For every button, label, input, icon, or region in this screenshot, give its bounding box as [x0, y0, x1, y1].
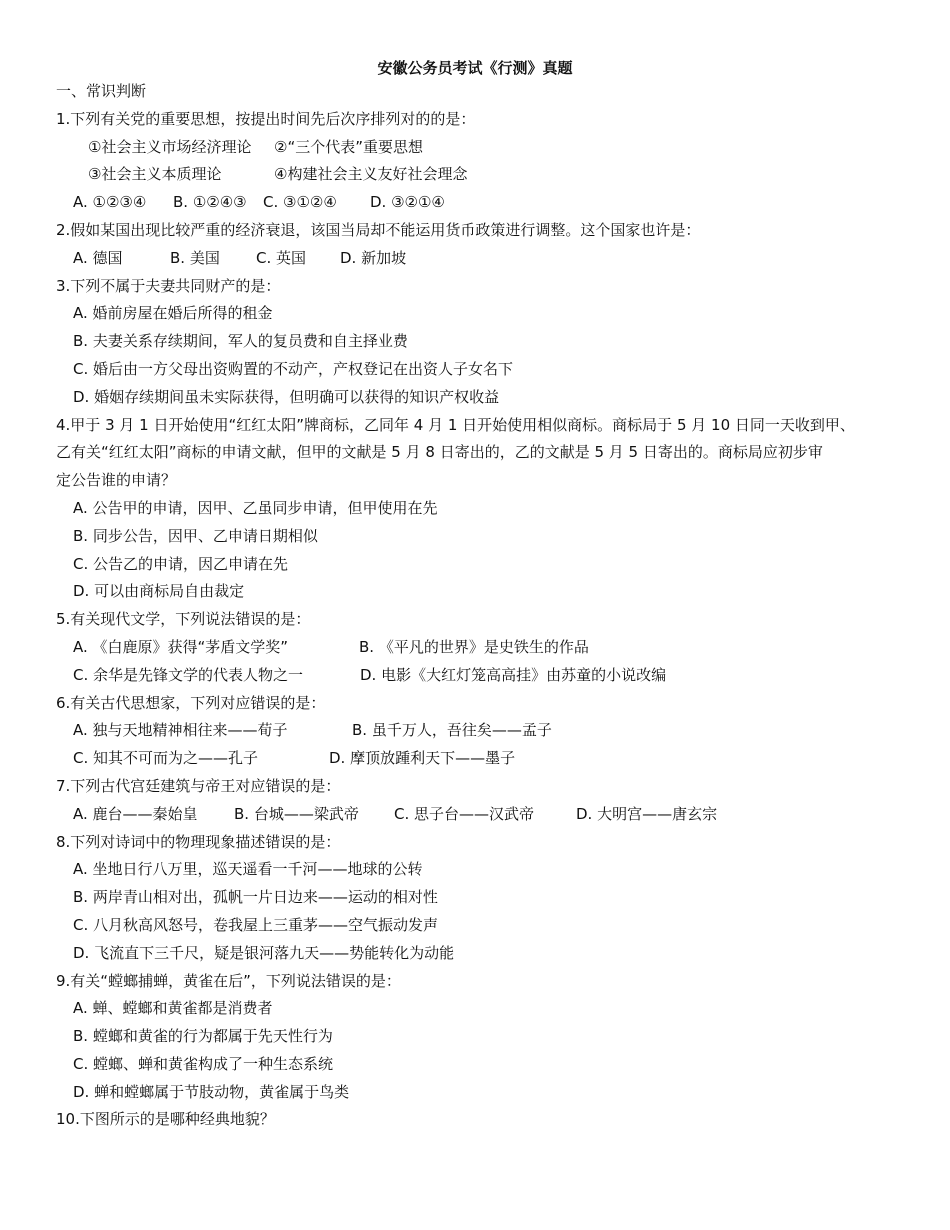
- question-9-option-d: D. 蝉和螳螂属于节肢动物，黄雀属于鸟类: [73, 1082, 350, 1101]
- question-6-options-row-2: [56, 745, 906, 773]
- question-8-option-d: D. 飞流直下三千尺，疑是银河落九天——势能转化为动能: [73, 943, 455, 962]
- question-9-stem: 9.有关“螳螂捕蝉，黄雀在后”，下列说法错误的是：: [56, 971, 401, 990]
- section-heading: 一、常识判断: [56, 82, 147, 100]
- question-1-option-b: B. ①②④③: [173, 193, 247, 212]
- question-6-option-b: B. 虽千万人，吾往矣——孟子: [352, 721, 552, 740]
- question-5-options-row-1: [56, 634, 906, 662]
- question-1-option-c: C. ③①②④: [263, 193, 337, 212]
- question-3-stem: 3.下列不属于夫妻共同财产的是：: [56, 276, 281, 295]
- question-6-option-c: C. 知其不可而为之——孔子: [73, 749, 259, 768]
- question-4-option-b: B. 同步公告，因甲、乙申请日期相似: [73, 526, 318, 545]
- question-6-options-row-1: [56, 717, 906, 745]
- question-1-item-3: ③社会主义本质理论: [88, 165, 222, 184]
- question-1-stem: 1.下列有关党的重要思想，按提出时间先后次序排列对的的是：: [56, 109, 476, 128]
- question-7-option-c: C. 思子台——汉武帝: [394, 804, 535, 823]
- question-4-option-a: A. 公告甲的申请，因甲、乙虽同步申请，但甲使用在先: [73, 498, 438, 517]
- question-1-item-4: ④构建社会主义友好社会理念: [274, 165, 468, 184]
- question-2-option-c: C. 英国: [256, 248, 307, 267]
- question-6-option-a: A. 独与天地精神相往来——荀子: [73, 721, 288, 740]
- question-5-options-row-2: [56, 662, 906, 690]
- question-4-stem-line-3: 定公告谁的申请？: [56, 471, 177, 490]
- question-8-stem: 8.下列对诗词中的物理现象描述错误的是：: [56, 832, 341, 851]
- question-2-options: [56, 245, 906, 273]
- question-7-stem: 7.下列古代宫廷建筑与帝王对应错误的是：: [56, 776, 341, 795]
- question-6-stem: 6.有关古代思想家，下列对应错误的是：: [56, 693, 326, 712]
- question-4-option-d: D. 可以由商标局自由裁定: [73, 582, 245, 601]
- question-1-items-row-1: [56, 134, 906, 162]
- question-9-option-b: B. 螳螂和黄雀的行为都属于先天性行为: [73, 1027, 333, 1046]
- question-7-option-b: B. 台城——梁武帝: [234, 804, 359, 823]
- question-6-option-d: D. 摩顶放踵利天下——墨子: [329, 749, 516, 768]
- question-5-option-c: C. 余华是先锋文学的代表人物之一: [73, 665, 304, 684]
- question-7-option-d: D. 大明宫——唐玄宗: [576, 804, 718, 823]
- question-1-options: [56, 189, 906, 217]
- question-9-option-c: C. 螳螂、蝉和黄雀构成了一种生态系统: [73, 1054, 334, 1073]
- question-10-stem: 10.下图所示的是哪种经典地貌？: [56, 1110, 275, 1129]
- question-8-option-b: B. 两岸青山相对出，孤帆一片日边来——运动的相对性: [73, 888, 438, 907]
- question-5-option-d: D. 电影《大红灯笼高高挂》由苏童的小说改编: [360, 665, 667, 684]
- question-7-options: [56, 801, 906, 829]
- question-5-stem: 5.有关现代文学，下列说法错误的是：: [56, 610, 311, 629]
- question-2-option-b: B. 美国: [170, 248, 220, 267]
- document-body: [56, 78, 906, 1134]
- question-5-option-b: B. 《平凡的世界》是史铁生的作品: [359, 637, 589, 656]
- question-8-option-a: A. 坐地日行八万里，巡天遥看一千河——地球的公转: [73, 860, 423, 879]
- question-2-option-d: D. 新加坡: [340, 248, 407, 267]
- question-1-option-d: D. ③②①④: [370, 193, 445, 212]
- question-1-option-a: A. ①②③④: [73, 193, 147, 212]
- question-3-option-d: D. 婚姻存续期间虽未实际获得，但明确可以获得的知识产权收益: [73, 387, 500, 406]
- document-title: 安徽公务员考试《行测》真题: [377, 59, 573, 77]
- question-4-stem-line-1: 4.甲于 3 月 1 日开始使用“红红太阳”牌商标，乙同年 4 月 1 日开始使用相似商标。商标局于 5 月 10 日同一天收到甲、: [56, 415, 855, 434]
- question-2-stem: 2.假如某国出现比较严重的经济衰退，该国当局却不能运用货币政策进行调整。这个国家也许是：: [56, 220, 701, 239]
- question-8-option-c: C. 八月秋高风怒号，卷我屋上三重茅——空气振动发声: [73, 915, 439, 934]
- question-9-option-a: A. 蝉、螳螂和黄雀都是消费者: [73, 999, 273, 1018]
- question-5-option-a: A. 《白鹿原》获得“茅盾文学奖”: [73, 637, 289, 656]
- question-3-option-a: A. 婚前房屋在婚后所得的租金: [73, 304, 273, 323]
- question-4-option-c: C. 公告乙的申请，因乙申请在先: [73, 554, 289, 573]
- question-7-option-a: A. 鹿台——秦始皇: [73, 804, 198, 823]
- question-3-option-c: C. 婚后由一方父母出资购置的不动产，产权登记在出资人子女名下: [73, 359, 514, 378]
- question-3-option-b: B. 夫妻关系存续期间，军人的复员费和自主择业费: [73, 332, 408, 351]
- question-1-items-row-2: [56, 161, 906, 189]
- question-4-stem-line-2: 乙有关“红红太阳”商标的申请文献，但甲的文献是 5 月 8 日寄出的，乙的文献是 5 月 5 日寄出的。商标局应初步审: [56, 443, 823, 462]
- question-2-option-a: A. 德国: [73, 248, 123, 267]
- question-1-item-1: ①社会主义市场经济理论: [88, 137, 252, 156]
- question-1-item-2: ②“三个代表”重要思想: [274, 137, 423, 156]
